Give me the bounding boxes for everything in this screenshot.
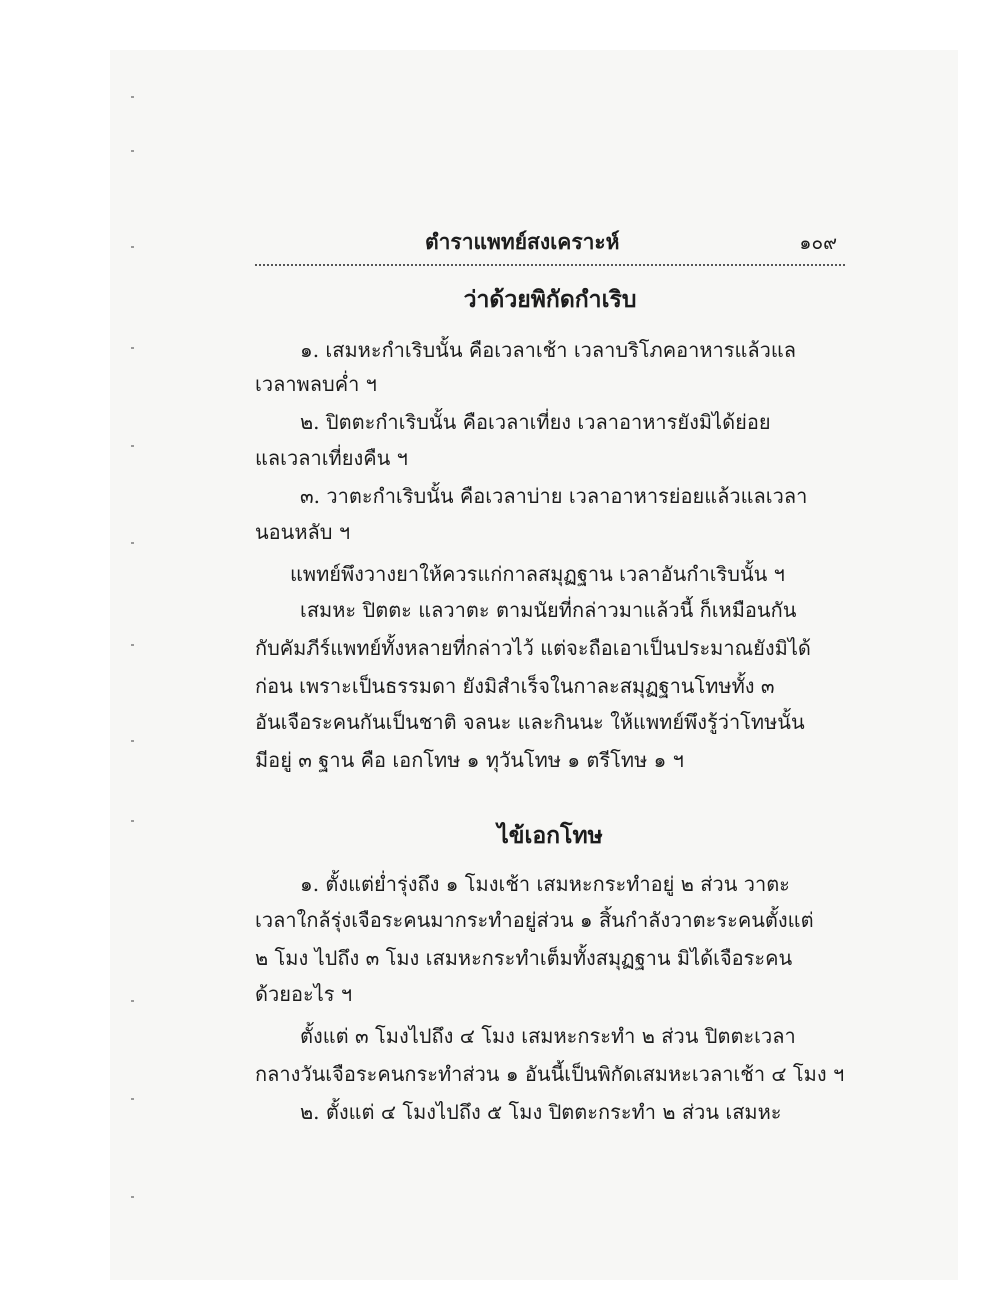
margin-speck bbox=[131, 150, 134, 152]
body-line: นอนหลับ ฯ bbox=[255, 520, 351, 544]
body-line: เวลาพลบค่ำ ฯ bbox=[255, 372, 377, 396]
body-line: เวลาใกล้รุ่งเจือระคนมากระทำอยู่ส่วน ๑ สิ้นกำลังวาตะระคนตั้งแต่ bbox=[255, 908, 814, 932]
body-line: ๑. ตั้งแต่ย่ำรุ่งถึง ๑ โมงเช้า เสมหะกระทำอยู่ ๒ ส่วน วาตะ bbox=[300, 872, 790, 896]
body-line: ๒. ตั้งแต่ ๔ โมงไปถึง ๕ โมง ปิตตะกระทำ ๒ ส่วน เสมหะ bbox=[300, 1100, 782, 1124]
running-header bbox=[255, 226, 845, 262]
margin-speck bbox=[131, 820, 134, 822]
page-number: ๑๐๙ bbox=[799, 232, 837, 254]
margin-speck bbox=[131, 1098, 134, 1100]
body-line: ตั้งแต่ ๓ โมงไปถึง ๔ โมง เสมหะกระทำ ๒ ส่วน ปิตตะเวลา bbox=[300, 1024, 796, 1048]
body-line: มีอยู่ ๓ ฐาน คือ เอกโทษ ๑ ทุวันโทษ ๑ ตรีโทษ ๑ ฯ bbox=[255, 748, 684, 772]
section-heading-aggravation: ว่าด้วยพิกัดกำเริบ bbox=[463, 286, 637, 313]
body-line: ๓. วาตะกำเริบนั้น คือเวลาบ่าย เวลาอาหารย่อยแล้วแลเวลา bbox=[300, 484, 808, 508]
body-line: เสมหะ ปิตตะ แลวาตะ ตามนัยที่กล่าวมาแล้วนี้ ก็เหมือนกัน bbox=[300, 598, 797, 622]
body-line: ด้วยอะไร ฯ bbox=[255, 982, 353, 1006]
margin-speck bbox=[131, 246, 134, 248]
body-line: ก่อน เพราะเป็นธรรมดา ยังมิสำเร็จในกาละสมุฏฐานโทษทั้ง ๓ bbox=[255, 674, 775, 698]
body-line: ๒ โมง ไปถึง ๓ โมง เสมหะกระทำเต็มทั้งสมุฏฐาน มิได้เจือระคน bbox=[255, 946, 793, 970]
body-line: อันเจือระคนกันเป็นชาติ จลนะ และกินนะ ให้แพทย์พึงรู้ว่าโทษนั้น bbox=[255, 710, 805, 734]
margin-speck bbox=[131, 347, 134, 349]
body-line: กลางวันเจือระคนกระทำส่วน ๑ อันนี้เป็นพิกัดเสมหะเวลาเช้า ๔ โมง ฯ bbox=[255, 1062, 845, 1086]
margin-speck bbox=[131, 740, 134, 742]
margin-speck bbox=[131, 1196, 134, 1198]
margin-speck bbox=[131, 1000, 134, 1002]
body-line: ๑. เสมหะกำเริบนั้น คือเวลาเช้า เวลาบริโภคอาหารแล้วแล bbox=[300, 338, 797, 362]
header-dotted-rule bbox=[255, 264, 845, 266]
margin-speck bbox=[131, 445, 134, 447]
margin-speck bbox=[131, 542, 134, 544]
body-line: ๒. ปิตตะกำเริบนั้น คือเวลาเที่ยง เวลาอาหารยังมิได้ย่อย bbox=[300, 410, 771, 434]
section-heading-single-fault-fever: ไข้เอกโทษ bbox=[497, 822, 603, 849]
margin-speck bbox=[131, 644, 134, 646]
body-line: กับคัมภีร์แพทย์ทั้งหลายที่กล่าวไว้ แต่จะถือเอาเป็นประมาณยังมิได้ bbox=[255, 636, 811, 660]
running-header-title: ตำราแพทย์สงเคราะห์ bbox=[425, 229, 620, 254]
margin-speck bbox=[131, 96, 134, 98]
body-line: แลเวลาเที่ยงคืน ฯ bbox=[255, 446, 408, 470]
body-line: แพทย์พึงวางยาให้ควรแก่กาลสมุฏฐาน เวลาอันกำเริบนั้น ฯ bbox=[290, 562, 785, 586]
